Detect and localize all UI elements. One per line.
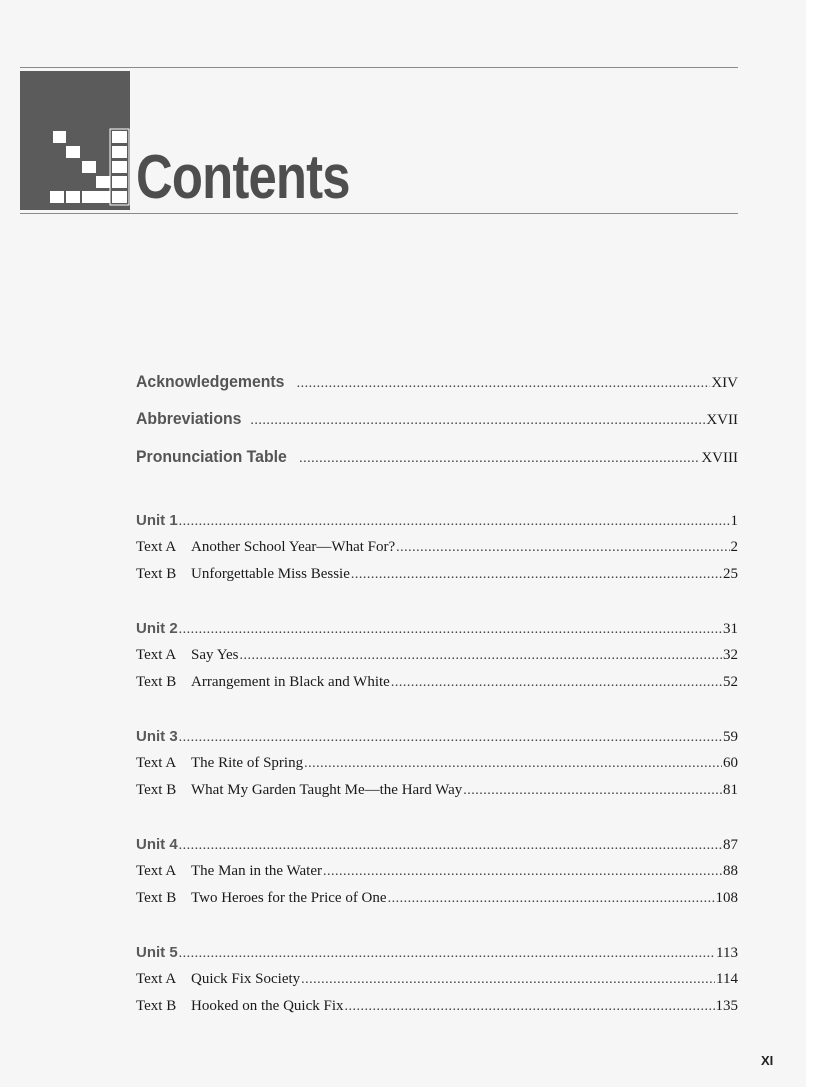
toc-entry-unit-3-text-a[interactable] [136, 755, 738, 772]
text-title: Say Yes [191, 647, 239, 663]
dot-leader [304, 756, 722, 772]
unit-label: Unit 4 [136, 836, 178, 853]
entry-label: Abbreviations [136, 409, 242, 428]
text-title: Unforgettable Miss Bessie [191, 566, 350, 582]
toc-entry-abbreviations[interactable] [136, 409, 738, 429]
dot-leader [179, 514, 730, 530]
entry-label: Pronunciation Table [136, 447, 287, 466]
toc-entry-unit-2-text-a[interactable] [136, 647, 738, 664]
toc-entry-unit-5[interactable] [136, 944, 738, 962]
dot-leader [388, 891, 715, 907]
entry-page-number: 135 [715, 998, 738, 1014]
toc-entry-acknowledgements[interactable] [136, 372, 738, 392]
dot-leader [179, 838, 722, 854]
entry-page-number: XIV [711, 375, 738, 391]
toc-entry-unit-4-text-b[interactable] [136, 890, 738, 907]
staircase-logo-icon [20, 71, 130, 210]
text-title: What My Garden Taught Me—the Hard Way [191, 782, 463, 798]
text-title: Hooked on the Quick Fix [191, 998, 344, 1014]
entry-page-number: 31 [723, 621, 738, 637]
entry-page-number: 81 [723, 782, 738, 798]
dot-leader [463, 783, 722, 799]
unit-label: Unit 5 [136, 944, 178, 961]
page-title: Contents [136, 143, 350, 212]
toc-entry-pronunciation-table[interactable] [136, 447, 738, 467]
dot-leader [299, 451, 700, 467]
dot-leader [301, 972, 715, 988]
dot-leader [344, 999, 714, 1015]
text-code: Text B [136, 674, 177, 690]
dot-leader [297, 376, 711, 392]
text-code: Text A [136, 755, 177, 771]
entry-page-number: 113 [716, 945, 738, 961]
entry-page-number: 1 [730, 513, 738, 529]
toc-entry-unit-2-text-b[interactable] [136, 674, 738, 691]
text-title: Another School Year—What For? [191, 539, 396, 555]
text-title: The Rite of Spring [191, 755, 304, 771]
dot-leader [240, 648, 722, 664]
dot-leader [396, 540, 729, 556]
text-code: Text A [136, 971, 177, 987]
toc-entry-unit-5-text-b[interactable] [136, 998, 738, 1015]
entry-label: Acknowledgements [136, 372, 285, 391]
header-rule-top [20, 67, 738, 68]
text-title: Two Heroes for the Price of One [191, 890, 387, 906]
page-edge [806, 0, 828, 1087]
dot-leader [391, 675, 722, 691]
unit-label: Unit 1 [136, 512, 178, 529]
entry-page-number: 32 [723, 647, 738, 663]
entry-page-number: 2 [730, 539, 738, 555]
entry-page-number: 87 [723, 837, 738, 853]
toc-entry-unit-1-text-a[interactable] [136, 539, 738, 556]
unit-label: Unit 2 [136, 620, 178, 637]
toc-entry-unit-1[interactable] [136, 512, 738, 530]
entry-page-number: 60 [723, 755, 738, 771]
text-code: Text A [136, 539, 177, 555]
toc-entry-unit-2[interactable] [136, 620, 738, 638]
entry-page-number: XVII [706, 412, 738, 428]
entry-page-number: 108 [715, 890, 738, 906]
text-title: Arrangement in Black and White [191, 674, 390, 690]
dot-leader [250, 413, 705, 429]
toc-entry-unit-4[interactable] [136, 836, 738, 854]
dot-leader [323, 864, 722, 880]
entry-page-number: 59 [723, 729, 738, 745]
text-title: The Man in the Water [191, 863, 322, 879]
toc-entry-unit-5-text-a[interactable] [136, 971, 738, 988]
text-code: Text B [136, 566, 177, 582]
text-title: Quick Fix Society [191, 971, 301, 987]
entry-page-number: 114 [716, 971, 738, 987]
entry-page-number: XVIII [701, 450, 738, 466]
unit-label: Unit 3 [136, 728, 178, 745]
dot-leader [179, 730, 722, 746]
text-code: Text B [136, 782, 177, 798]
header-rule-bottom [20, 213, 738, 214]
text-code: Text B [136, 998, 177, 1014]
text-code: Text A [136, 863, 177, 879]
text-code: Text B [136, 890, 177, 906]
entry-page-number: 88 [723, 863, 738, 879]
dot-leader [351, 567, 722, 583]
entry-page-number: 52 [723, 674, 738, 690]
toc-entry-unit-4-text-a[interactable] [136, 863, 738, 880]
entry-page-number: 25 [723, 566, 738, 582]
dot-leader [179, 622, 722, 638]
toc-entry-unit-3[interactable] [136, 728, 738, 746]
page-folio: XI [761, 1053, 774, 1068]
toc-entry-unit-1-text-b[interactable] [136, 566, 738, 583]
toc-entry-unit-3-text-b[interactable] [136, 782, 738, 799]
text-code: Text A [136, 647, 177, 663]
dot-leader [179, 946, 715, 962]
